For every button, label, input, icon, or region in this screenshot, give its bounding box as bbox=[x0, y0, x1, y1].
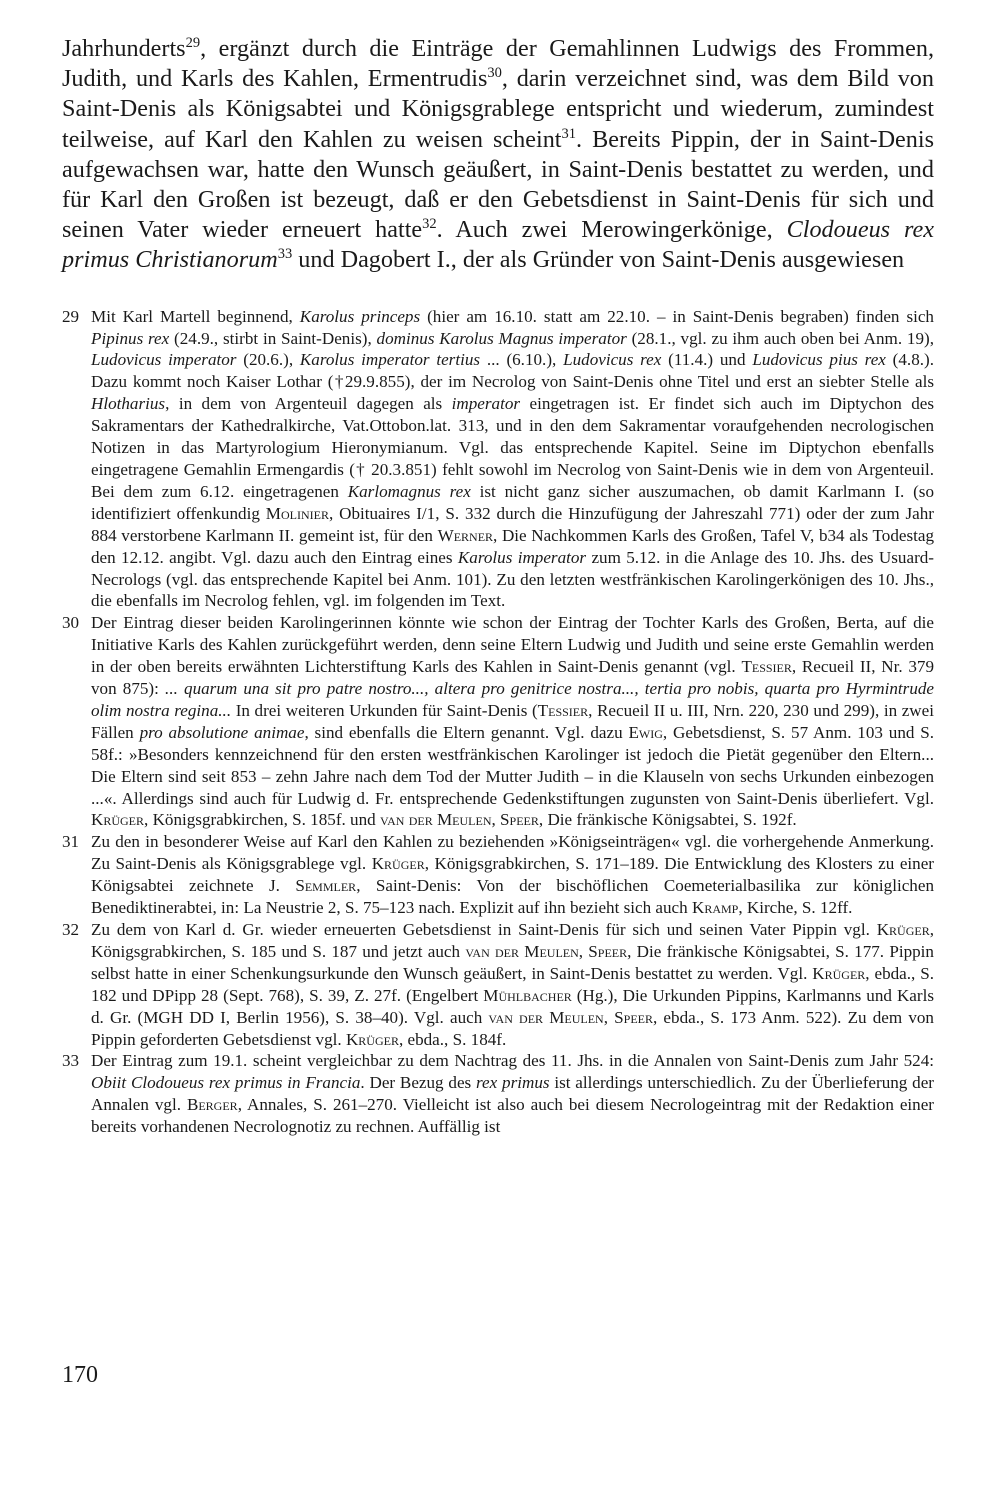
text-run: , Die Nachkommen Karls des Großen, Tafel V, b34 als Todestag den 12.12. angibt. Vgl. dazu auch den Eintrag eines bbox=[91, 525, 934, 567]
text-run: eingetragen ist. Er findet sich auch im Diptychon des Sakramentars der Kathedralkirche, Vat.Ottobon.lat. 313, und in den dem Sakramentar voraufgehenden necrologischen Notizen in das Martyrologium Hieronymianum. Vgl. das entsprechende Kapitel. Seine im Diptychon ebenfalls eingetragene Gemahlin Ermengardis († 20.3.851) fehlt sowohl im Necrolog von Saint-Denis wie in dem von Argenteuil. Bei dem zum 6.12. eingetragenen bbox=[91, 394, 935, 501]
text-run: , ebda., S. 184f. bbox=[398, 1029, 507, 1049]
author-name: Berger bbox=[186, 1095, 238, 1115]
italic-text: Ludovicus imperator bbox=[91, 350, 237, 370]
text-run: , ebda., S. 182 und DPipp 28 (Sept. 768), S. 39, Z. 27f. (Engelbert bbox=[91, 963, 934, 1005]
book-page bbox=[62, 34, 934, 1138]
text-run: . Bereits Pippin, der in Saint-Denis aufgewachsen war, hatte den Wunsch geäußert, in Saint-Denis bestattet zu werden, und für Karl den Großen ist bezeugt, daß er den Gebetsdienst in Saint-Denis für sich und seinen Vater wieder erneuert hatte bbox=[62, 125, 934, 244]
text-run: Jahrhunderts bbox=[62, 35, 186, 62]
text-run: , Recueil II u. III, Nrn. 220, 230 und 299), in zwei Fällen bbox=[91, 700, 934, 742]
footnote bbox=[62, 612, 934, 831]
author-name: Tessier bbox=[537, 700, 589, 720]
text-run: , Saint-Denis: Von der bischöflichen Coemeterialbasilika zur königlichen Benediktinerabtei, in: La Neustrie 2, S. 75–123 nach. Explizit auf ihn bezieht sich auch bbox=[91, 876, 934, 918]
author-name: Tessier bbox=[741, 657, 792, 677]
text-run: , Königsgrabkirchen, S. 185 und S. 187 und jetzt auch bbox=[91, 920, 934, 961]
footnote-ref: 30 bbox=[487, 65, 502, 82]
author-name: Werner bbox=[437, 525, 494, 545]
footnote-text bbox=[91, 306, 934, 613]
italic-text: Ludovicus rex bbox=[563, 350, 662, 370]
italic-text: Obiit Clodoueus rex primus in Francia bbox=[91, 1073, 361, 1093]
italic-text: dominus Karolus Magnus imperator bbox=[376, 328, 627, 348]
text-run: , Königsgrabkirchen, S. 171–189. Die Entwicklung des Klosters zu einer Königsabtei zeichnete J. bbox=[91, 854, 935, 896]
italic-text: Pipinus rex bbox=[91, 328, 170, 348]
italic-text: Karolus imperator tertius bbox=[299, 350, 481, 370]
text-run: , Obituaires I/1, S. 332 durch die Hinzufügung der Jahreszahl 771) oder der zum Jahr 884 verstorbene Karlmann II. gemeint ist, für den bbox=[91, 503, 935, 545]
text-run: ist allerdings unterschiedlich. Zu der Überlieferung der Annalen vgl. bbox=[91, 1073, 934, 1115]
italic-text: Ludovicus pius rex bbox=[752, 350, 886, 370]
footnote-ref: 33 bbox=[277, 246, 293, 263]
footnote-text bbox=[91, 831, 934, 919]
main-text-paragraph bbox=[62, 34, 934, 276]
text-run: , Die fränkische Königsabtei, S. 192f. bbox=[538, 810, 797, 830]
italic-text: Karolus imperator bbox=[457, 547, 587, 567]
text-run: (20.6.), bbox=[236, 350, 300, 370]
author-name: van der Meulen, Speer bbox=[379, 810, 539, 830]
text-run: (11.4.) und bbox=[661, 350, 753, 370]
text-run: zum 5.12. in die Anlage des 10. Jhs. des Usuard-Necrologs (vgl. das entsprechende Kapitel bei Anm. 101). Zu den letzten westfränkischen Karolingerkönigen des 10. Jhs., die ebenfalls im Necrolog fehlen, vgl. im folgenden im Text. bbox=[91, 547, 934, 611]
italic-text: Clodoueus rex primus Christianorum bbox=[62, 216, 934, 274]
author-name: Kramp bbox=[691, 898, 739, 918]
italic-text: Karolus princeps bbox=[299, 306, 421, 326]
page-number: 170 bbox=[62, 1362, 98, 1388]
text-run: In drei weiteren Urkunden für Saint-Denis ( bbox=[231, 700, 538, 720]
italic-text: Karlomagnus rex bbox=[347, 481, 471, 501]
footnote bbox=[62, 831, 934, 919]
author-name: Krüger bbox=[91, 810, 145, 830]
text-run: , ebda., S. 173 Anm. 522). Zu dem von Pippin geforderten Gebetsdienst vgl. bbox=[91, 1007, 934, 1049]
author-name: Krüger bbox=[371, 854, 425, 874]
italic-text: Hlotharius bbox=[91, 394, 166, 414]
text-run: Mit Karl Martell beginnend, bbox=[91, 306, 300, 326]
text-run: (Hg.), Die Urkunden Pippins, Karlmanns und Karls d. Gr. (MGH DD I, Berlin 1956), S. 38–40). Vgl. auch bbox=[91, 985, 934, 1027]
text-run: Der Eintrag zum 19.1. scheint vergleichbar zu dem Nachtrag des 11. Jhs. in die Annalen von Saint-Denis zum Jahr 524: bbox=[91, 1051, 934, 1071]
author-name: Krüger bbox=[812, 963, 866, 983]
footnote-text bbox=[91, 919, 934, 1050]
footnote-text bbox=[91, 1050, 934, 1138]
text-run: . Auch zwei Merowingerkönige, bbox=[436, 216, 787, 244]
footnote-text bbox=[91, 612, 934, 831]
text-run: Der Eintrag dieser beiden Karolingerinnen könnte wie schon der Eintrag der Tochter Karls des Großen, Berta, auf die Initiative Karls des Kahlen zurückgeführt werden, denn seine Eltern Ludwig und Judith und seine erste Gemahlin werden in der oben bereits erwähnten Lichterstiftung Karls des Kahlen in Saint-Denis genannt (vgl. bbox=[91, 613, 934, 677]
author-name: Krüger bbox=[345, 1029, 399, 1049]
text-run: Zu den in besonderer Weise auf Karl den Kahlen zu beziehenden »Königseinträgen« vgl. die vorhergehende Anmerkung. Zu Saint-Denis als Königsgrablege vgl. bbox=[91, 832, 934, 874]
text-run: , Königsgrabkirchen, S. 185f. und bbox=[144, 810, 380, 830]
text-run: (4.8.). Dazu kommt noch Kaiser Lothar (†29.9.855), der im Necrolog von Saint-Denis ohne Titel und erst an siebter Stelle als bbox=[91, 350, 934, 392]
text-run: und Dagobert I., der als Gründer von Saint-Denis ausgewiesen bbox=[292, 246, 905, 274]
footnote-number: 32 bbox=[62, 920, 80, 939]
text-run: . Der Bezug des bbox=[360, 1073, 477, 1093]
author-name: van der Meulen, Speer bbox=[465, 941, 628, 961]
footnotes bbox=[62, 306, 934, 1138]
footnote-number: 31 bbox=[62, 832, 80, 852]
text-run: , Die fränkische Königsabtei, S. 177. Pippin selbst hatte in einer Schenkungsurkunde den Wunsch geäußert, in Saint-Denis bestattet zu werden. Vgl. bbox=[91, 941, 934, 983]
text-run: Zu dem von Karl d. Gr. wieder erneuerten Gebetsdienst in Saint-Denis für sich und seinen Vater Pippin vgl. bbox=[91, 920, 877, 939]
italic-text: pro absolutione animae bbox=[139, 722, 305, 742]
footnote-number: 29 bbox=[62, 306, 80, 326]
text-run: , darin verzeichnet sind, was dem Bild von Saint-Denis als Königsabtei und Königsgrablege entspricht und wiederum, zumindest teilweise, auf Karl den Kahlen zu weisen scheint bbox=[62, 65, 934, 153]
text-run: , Annales, S. 261–270. Vielleicht ist also auch bei diesem Necrologeintrag mit der Redaktion einer bereits vorhandenen Necrolognotiz zu rechnen. Auffällig ist bbox=[91, 1095, 934, 1137]
text-run: , Gebetsdienst, S. 57 Anm. 103 und S. 58f.: »Besonders kennzeichnend für den ersten westfränkischen Karolinger ist jedoch die Pietät gegenüber den Eltern... Die Eltern sind seit 853 – zehn Jahre nach dem Tod der Mutter Judith – in die Klauseln von sechs Urkunden einbezogen ...«. Allerdings sind auch für Ludwig d. Fr. entsprechende Gedenkstiftungen zugunsten von Saint-Denis überliefert. Vgl. bbox=[91, 722, 935, 808]
text-run: (hier am 16.10. statt am 22.10. – in Saint-Denis begraben) finden sich bbox=[420, 306, 934, 326]
footnote-ref: 31 bbox=[561, 125, 577, 142]
author-name: Ewig bbox=[628, 722, 663, 742]
footnote bbox=[62, 919, 934, 1050]
text-run: , Kirche, S. 12ff. bbox=[738, 898, 853, 918]
author-name: Molinier bbox=[265, 503, 329, 523]
italic-text: imperator bbox=[451, 394, 521, 414]
text-run: (28.1., vgl. zu ihm auch oben bei Anm. 19), bbox=[626, 328, 934, 348]
author-name: van der Meulen, Speer bbox=[488, 1007, 653, 1027]
footnote-number: 30 bbox=[62, 613, 80, 633]
author-name: Semmler bbox=[295, 876, 357, 896]
text-run: ist nicht ganz sicher auszumachen, ob damit Karlmann I. (so identifiziert offenkundig bbox=[91, 481, 934, 523]
footnote-ref: 29 bbox=[185, 34, 201, 51]
footnote-ref: 32 bbox=[422, 216, 437, 233]
italic-text: ... quarum una sit pro patre nostro..., altera pro genitrice nostra..., tertia pro nobis, quarta pro Hyrmintrude olim nostra regina... bbox=[91, 679, 934, 720]
footnote bbox=[62, 306, 934, 613]
author-name: Krüger bbox=[876, 920, 930, 939]
text-run: , ergänzt durch die Einträge der Gemahlinnen Ludwigs des Frommen, Judith, und Karls des Kahlen, Ermentrudis bbox=[62, 35, 934, 93]
italic-text: rex primus bbox=[476, 1073, 550, 1093]
footnote bbox=[62, 1050, 934, 1138]
text-run: ... (6.10.), bbox=[480, 350, 564, 370]
text-run: , sind ebenfalls die Eltern genannt. Vgl. dazu bbox=[304, 722, 629, 742]
author-name: Mühlbacher bbox=[483, 985, 572, 1005]
text-run: (24.9., stirbt in Saint-Denis), bbox=[169, 328, 377, 348]
text-run: , in dem von Argenteuil dagegen als bbox=[165, 394, 452, 414]
footnote-number: 33 bbox=[62, 1051, 80, 1071]
text-run: , Recueil II, Nr. 379 von 875): bbox=[91, 657, 935, 699]
